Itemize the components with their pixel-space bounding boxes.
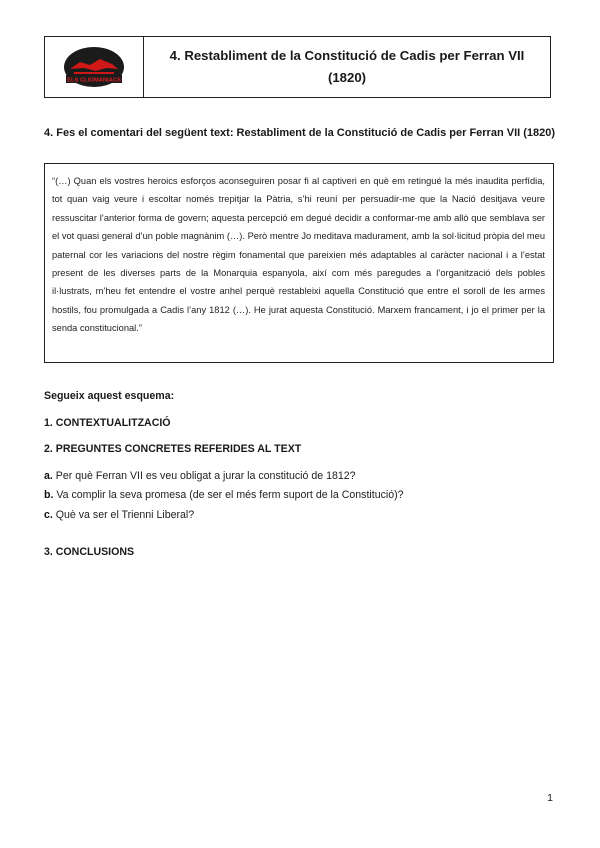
quote-text: “(…) Quan els vostres heroics esforços aconseguiren posar fi al captiveri en què em retingué la més inaudita perfídia, tot quan vaig veure i escoltar només trepitjar la Pàtria, s’hi reuní per persuadir-me que la Nació desitjava veure ressuscitar l’anterior forma de govern; aquesta percepció em degué decidir a conformar-me amb allò que semblava ser el vot quasi general d’un poble magnànim (…). Però mentre Jo meditava madurament, amb la sol·licitud pròpia del meu paternal cor les variacions del nostre règim fonamental que pareixien més adaptables al caràcter nacional i a l’estat present de les diverses parts de la Monarquia espanyola, així com més paregudes a l’organització dels pobles il·lustrats, m’heu fet entendre el vostre anhel perquè restableixi aquella Constitució que entre el soroll de les armes hostils, fou promulgada a Cadis l’any 1812 (…). He jurat aquesta Constitució. Marxem francament, i jo el primer per la senda constitucional.” [52,176,545,334]
scheme-intro: Segueix aquest esquema: [44,390,175,402]
logo-icon [56,45,132,89]
question-c-letter: c. [44,509,53,521]
section-2-heading: 2. PREGUNTES CONCRETES REFERIDES AL TEXT [44,443,302,455]
document-title [144,37,550,97]
question-a-letter: a. [44,470,53,482]
question-c-text: Què va ser el Trienni Liberal? [55,509,195,521]
question-a-text: Per què Ferran VII es veu obligat a jurar la constitució de 1812? [55,470,356,482]
header-table [44,36,551,98]
question-b-text: Va complir la seva promesa (de ser el més ferm suport de la Constitució)? [56,489,404,501]
question-b-letter: b. [44,489,54,501]
svg-text:ELS CLIOMANIACS: ELS CLIOMANIACS [67,77,121,84]
logo-cell [45,37,144,97]
question-heading: 4. Fes el comentari del següent text: Restabliment de la Constitució de Cadis per Ferran VII (1820) [44,127,556,139]
question-c [44,509,564,521]
question-a [44,470,564,482]
page-number: 1 [547,792,553,804]
section-1-heading: 1. CONTEXTUALITZACIÓ [44,417,171,429]
section-3-heading: 3. CONCLUSIONS [44,546,135,558]
title-line-2: (1820) [327,70,367,85]
question-b [44,489,564,501]
title-line-1: 4. Restabliment de la Constitució de Cadis per Ferran VII [169,48,525,63]
quote-box [44,163,554,363]
